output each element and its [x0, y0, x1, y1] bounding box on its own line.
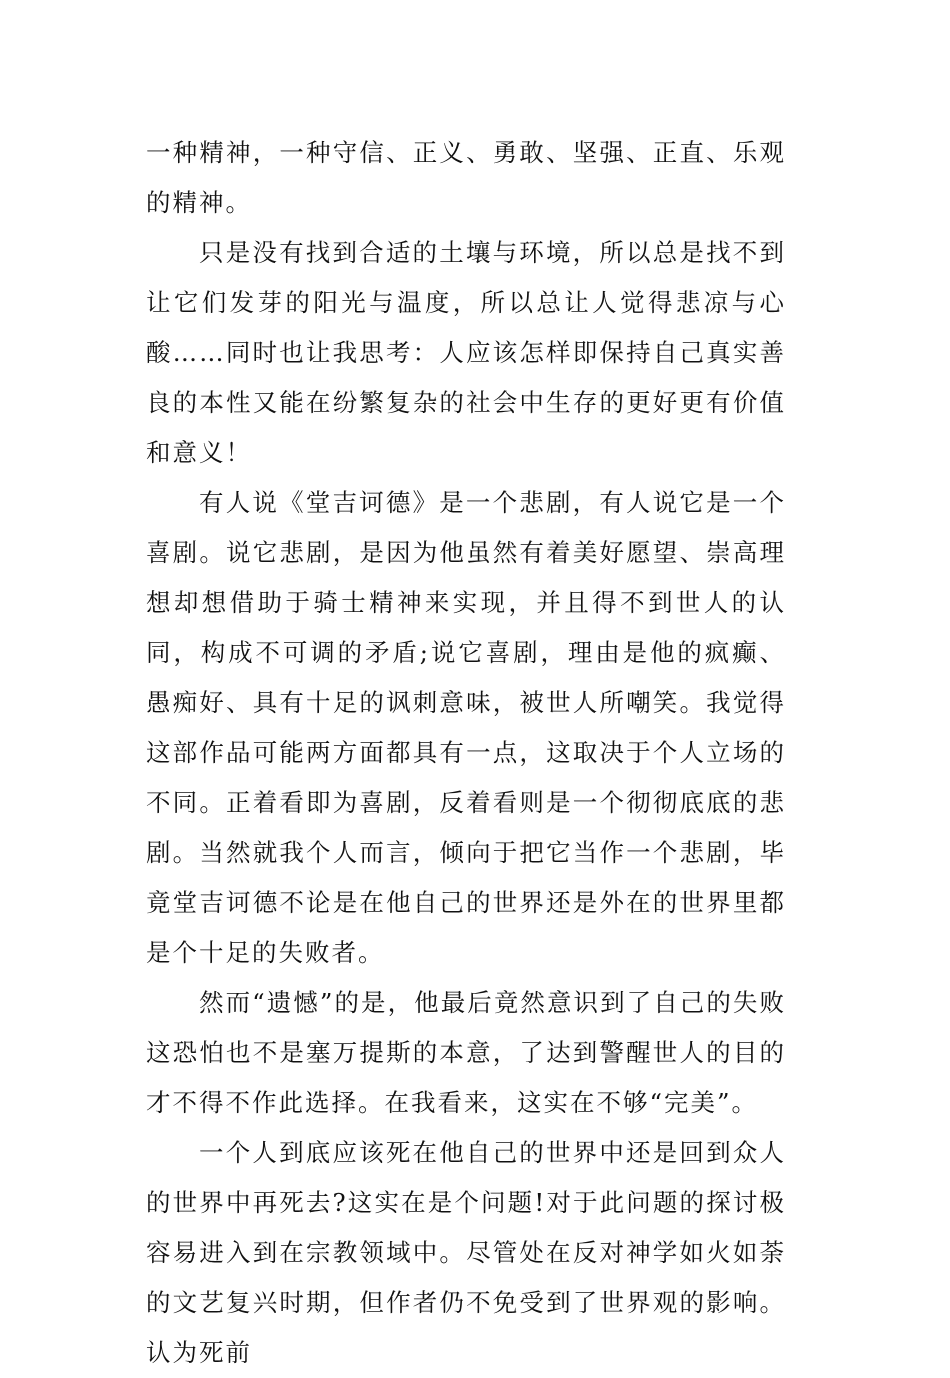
- paragraph: 有人说《堂吉诃德》是一个悲剧，有人说它是一个喜剧。说它悲剧，是因为他虽然有着美好愿望、崇高理想却想借助于骑士精神来实现，并且得不到世人的认同，构成不可调的矛盾;说它喜剧，理由是他的疯癫、愚痴好、具有十足的讽刺意味，被世人所嘲笑。我觉得这部作品可能两方面都具有一点，这取决于个人立场的不同。正着看即为喜剧，反着看则是一个彻彻底底的悲剧。当然就我个人而言，倾向于把它当作一个悲剧，毕竟堂吉诃德不论是在他自己的世界还是外在的世界里都是个十足的失败者。: [146, 488, 786, 967]
- paragraph: 然而“遗憾”的是，他最后竟然意识到了自己的失败这恐怕也不是塞万提斯的本意，了达到警醒世人的目的才不得不作此选择。在我看来，这实在不够“完美”。: [146, 988, 786, 1117]
- paragraph: 只是没有找到合适的土壤与环境，所以总是找不到让它们发芽的阳光与温度，所以总让人觉得悲凉与心酸……同时也让我思考：人应该怎样即保持自己真实善良的本性又能在纷繁复杂的社会中生存的更好更有价值和意义！: [146, 238, 786, 467]
- paragraph-continuation: 一种精神，一种守信、正义、勇敢、坚强、正直、乐观的精神。: [146, 138, 786, 217]
- document-page: [146, 128, 786, 1378]
- paragraph: 一个人到底应该死在他自己的世界中还是回到众人的世界中再死去?这实在是个问题!对于此问题的探讨极容易进入到在宗教领域中。尽管处在反对神学如火如荼的文艺复兴时期，但作者仍不免受到了世界观的影响。认为死前: [146, 1138, 786, 1367]
